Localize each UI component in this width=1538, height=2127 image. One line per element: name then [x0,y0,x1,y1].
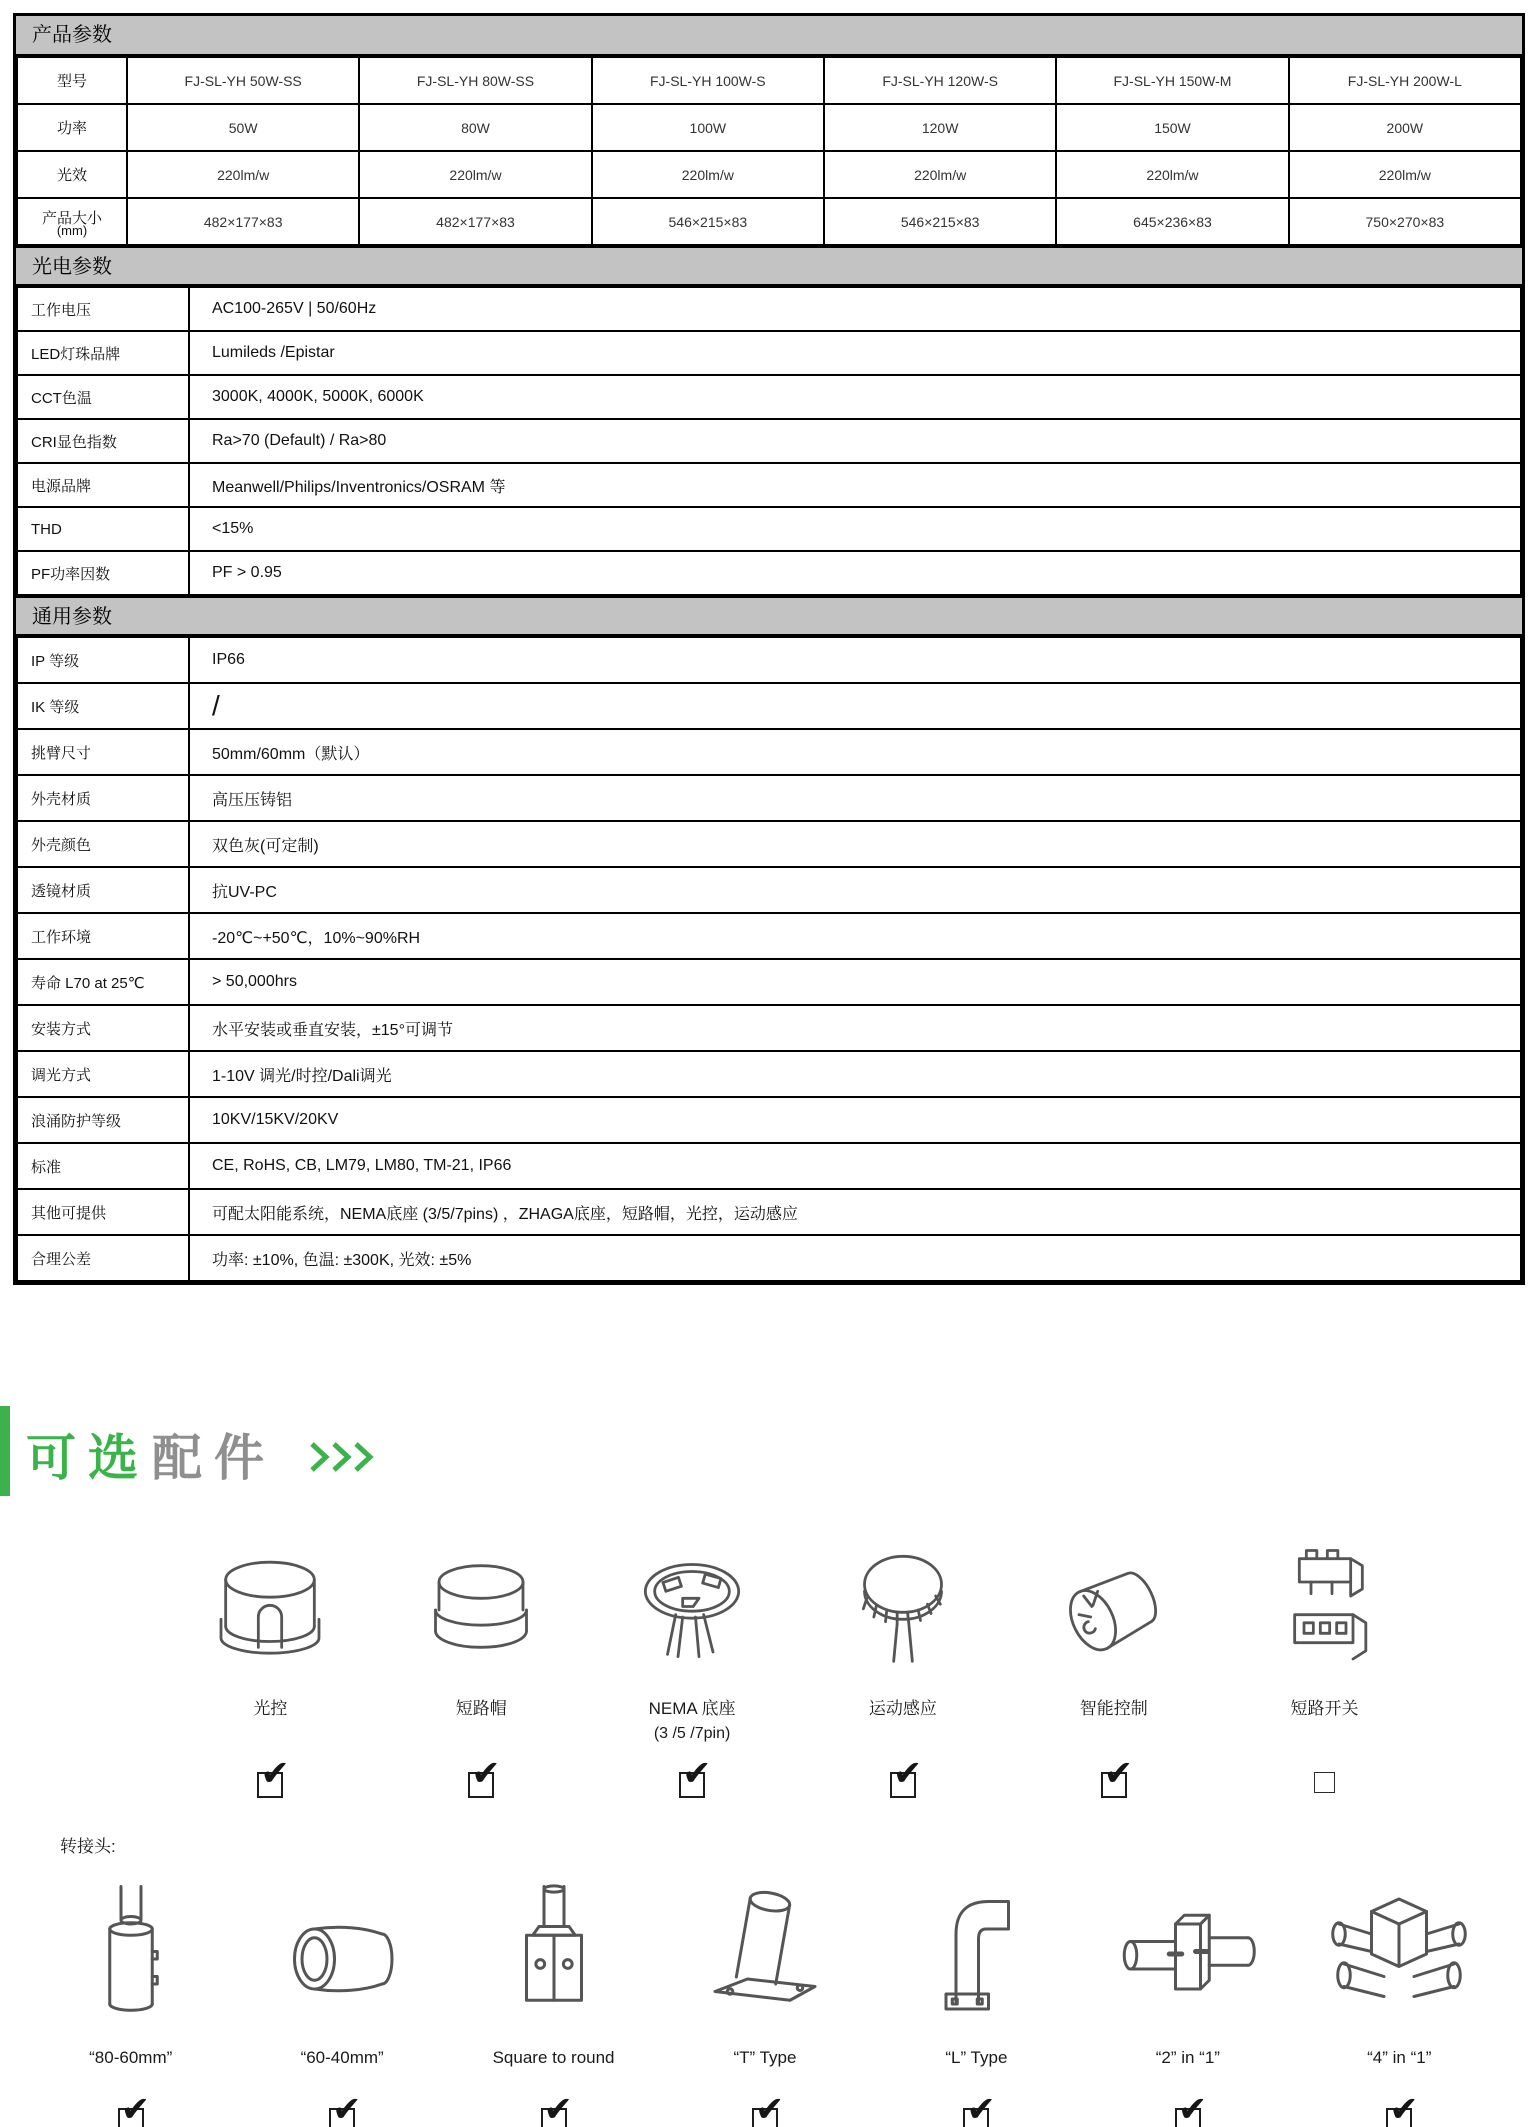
spec-row-label: 标准 [17,1143,189,1189]
checkbox-checked [1101,1754,1134,1798]
spec-row [17,683,1521,729]
row-label: 产品大小 (mm) [17,198,127,245]
shorting-cap-icon [406,1532,556,1680]
l-type-icon [901,1872,1051,2034]
checkbox-checked [963,2090,996,2127]
item-label: 短路帽 [455,1699,507,1718]
spec-row-value: / [189,683,1521,729]
model-table-row [17,151,1521,198]
adapter-item [1294,1872,1505,2127]
spec-row-value: 1-10V 调光/时控/Dali调光 [189,1051,1521,1097]
checkbox-checked [752,2090,785,2127]
item-labels [493,2048,615,2090]
spec-row-label: 外壳颜色 [17,821,189,867]
spec-row [17,867,1521,913]
model-cell: 645×236×83 [1056,198,1288,245]
checkbox-wrap [329,2090,362,2127]
checkbox-wrap [679,1754,712,1803]
row-label-sub: (mm) [56,223,88,238]
spec-row-value: 水平安装或垂直安装，±15°可调节 [189,1005,1521,1051]
row-label: 光效 [17,151,127,198]
spec-row-value: > 50,000hrs [189,959,1521,1005]
triple-chevron-right-icon [308,1440,380,1479]
model-cell: 750×270×83 [1289,198,1521,245]
spec-row-value: IP66 [189,637,1521,683]
adapter-item [448,1872,659,2127]
spec-row-value: Ra>70 (Default) / Ra>80 [189,419,1521,463]
spec-row-label: 浪涌防护等级 [17,1097,189,1143]
electrical-params-table [16,286,1522,596]
model-cell: FJ-SL-YH 100W-S [592,57,824,104]
spec-row-label: 其他可提供 [17,1189,189,1235]
square-to-round-icon [479,1872,629,2034]
spec-row-value: 功率: ±10%, 色温: ±300K, 光效: ±5% [189,1235,1521,1281]
model-cell: 220lm/w [127,151,359,198]
spec-row-label: IP 等级 [17,637,189,683]
spec-row [17,507,1521,551]
model-cell: 120W [824,104,1056,151]
accessory-item [1219,1532,1430,1803]
spec-row [17,331,1521,375]
spec-row [17,375,1521,419]
model-cell: 150W [1056,104,1288,151]
spec-row [17,913,1521,959]
item-labels [253,1694,287,1760]
checkbox-checked [118,2090,151,2127]
checkbox-checked [468,1754,501,1798]
spec-row [17,821,1521,867]
section-header-product-params: 产品参数 [16,16,1522,56]
row-label: 型号 [17,57,127,104]
item-label: 智能控制 [1079,1699,1148,1718]
item-labels [733,2048,796,2090]
general-params-table [16,636,1522,1282]
model-cell: 546×215×83 [824,198,1056,245]
model-table-row [17,198,1521,245]
checkmark-icon: ✔ [543,2090,573,2127]
spec-row-label: 调光方式 [17,1051,189,1097]
smart-control-icon [1039,1532,1189,1680]
checkbox-wrap [890,1754,923,1803]
green-accent-bar [0,1406,10,1496]
accessory-item [1008,1532,1219,1803]
spec-row-value: CE, RoHS, CB, LM79, LM80, TM-21, IP66 [189,1143,1521,1189]
checkmark-icon: ✔ [471,1754,501,1794]
checkbox-wrap [257,1754,290,1803]
two-in-one-icon [1113,1872,1263,2034]
accessories-grid [165,1532,1430,1803]
spec-row [17,419,1521,463]
model-cell: 220lm/w [592,151,824,198]
checkmark-icon: ✔ [1389,2090,1419,2127]
spec-row-value: 可配太阳能系统，NEMA底座 (3/5/7pins) ，ZHAGA底座，短路帽，光控，运动感应 [189,1189,1521,1235]
adapter-item [659,1872,870,2127]
checkbox-wrap [1386,2090,1419,2127]
model-table-row [17,104,1521,151]
spec-row-label: 安装方式 [17,1005,189,1051]
spec-row-value: Lumileds /Epistar [189,331,1521,375]
adapter-item [25,1872,236,2127]
adapter-item [1082,1872,1293,2127]
short-switch-icon [1250,1532,1400,1680]
accessory-item [797,1532,1008,1803]
adapter-60-40-icon [267,1872,417,2034]
model-cell: 220lm/w [359,151,591,198]
section-header-general-params: 通用参数 [16,596,1522,636]
spec-row-value: PF > 0.95 [189,551,1521,595]
model-cell: 482×177×83 [127,198,359,245]
model-cell: FJ-SL-YH 200W-L [1289,57,1521,104]
section-title-optional: 可选 [26,1430,150,1486]
spec-row [17,1051,1521,1097]
item-labels [945,2048,1007,2090]
model-table-row [17,57,1521,104]
checkmark-icon: ✔ [120,2090,151,2127]
spec-row-label: LED灯珠品牌 [17,331,189,375]
optional-accessories-header [26,1418,380,1490]
spec-row-value: -20℃~+50℃，10%~90%RH [189,913,1521,959]
model-cell: FJ-SL-YH 80W-SS [359,57,591,104]
item-labels [301,2048,384,2090]
spec-row [17,551,1521,595]
checkbox-checked [257,1754,290,1798]
item-labels [649,1694,736,1760]
item-label: 短路开关 [1290,1699,1359,1718]
spec-row [17,637,1521,683]
checkbox-checked [1386,2090,1419,2127]
spec-row-label: CCT色温 [17,375,189,419]
model-cell: 220lm/w [824,151,1056,198]
checkbox-checked [890,1754,923,1798]
section-header-electrical-params: 光电参数 [16,246,1522,286]
product-model-table [16,56,1522,246]
item-label: “60-40mm” [300,2048,384,2067]
accessory-item [587,1532,798,1803]
checkmark-icon: ✔ [754,2090,785,2127]
spec-row-label: 挑臂尺寸 [17,729,189,775]
spec-row [17,775,1521,821]
spec-row-value: <15% [189,507,1521,551]
model-cell: FJ-SL-YH 150W-M [1056,57,1288,104]
item-labels [89,2048,172,2090]
checkmark-icon: ✔ [1103,1754,1134,1794]
spec-row-value: 10KV/15KV/20KV [189,1097,1521,1143]
item-labels [1080,1694,1148,1760]
checkbox-wrap [541,2090,573,2127]
spec-row [17,729,1521,775]
checkbox-wrap [1175,2090,1208,2127]
spec-row [17,287,1521,331]
model-cell: FJ-SL-YH 50W-SS [127,57,359,104]
checkmark-icon: ✔ [966,2090,996,2127]
model-cell: 220lm/w [1056,151,1288,198]
item-labels [456,1694,507,1760]
checkmark-icon: ✔ [332,2090,362,2127]
spec-row [17,1143,1521,1189]
adapter-item [871,1872,1082,2127]
spec-row-label: 工作电压 [17,287,189,331]
checkbox-wrap [118,2090,151,2127]
item-labels [1156,2048,1220,2090]
four-in-one-icon [1324,1872,1474,2034]
spec-row [17,959,1521,1005]
spec-row [17,1189,1521,1235]
model-cell: 220lm/w [1289,151,1521,198]
checkbox-wrap [1314,1772,1335,1798]
item-label: 光控 [253,1699,288,1718]
checkbox-checked [329,2090,362,2127]
spec-row-label: CRI显色指数 [17,419,189,463]
spec-row [17,1235,1521,1281]
accessory-item [376,1532,587,1803]
model-cell: FJ-SL-YH 120W-S [824,57,1056,104]
nema-base-icon [617,1532,767,1680]
spec-row-label: 合理公差 [17,1235,189,1281]
model-cell: 482×177×83 [359,198,591,245]
item-labels [1367,2048,1431,2090]
checkmark-icon: ✔ [260,1754,290,1794]
row-label: 功率 [17,104,127,151]
model-cell: 80W [359,104,591,151]
item-label: “4” in “1” [1367,2048,1432,2067]
spec-row-label: 透镜材质 [17,867,189,913]
item-label: “2” in “1” [1155,2048,1220,2067]
photocell-icon [195,1532,345,1680]
checkbox-wrap [963,2090,996,2127]
checkbox-unchecked [1314,1772,1335,1793]
spec-row-label: THD [17,507,189,551]
spec-row-label: 工作环境 [17,913,189,959]
spec-row-label: 外壳材质 [17,775,189,821]
model-cell: 200W [1289,104,1521,151]
spec-row-value: AC100-265V | 50/60Hz [189,287,1521,331]
section-title-accessories: 配件 [152,1430,276,1486]
adapters-grid [25,1872,1505,2127]
spec-row-label: PF功率因数 [17,551,189,595]
spec-row-value: 高压压铸铝 [189,775,1521,821]
spec-row [17,1005,1521,1051]
spec-row-value: 抗UV-PC [189,867,1521,913]
item-label: Square to round [492,2048,615,2067]
spec-row [17,463,1521,507]
adapter-80-60-icon [56,1872,206,2034]
checkmark-icon: ✔ [1177,2090,1208,2127]
specification-table [13,13,1525,1285]
checkbox-checked [1175,2090,1208,2127]
accessory-item [165,1532,376,1803]
model-cell: 50W [127,104,359,151]
spec-row-value: 双色灰(可定制) [189,821,1521,867]
checkbox-checked [541,2090,573,2127]
item-label: “T” Type [733,2048,797,2067]
item-label: “L” Type [945,2048,1008,2067]
item-labels [869,1694,937,1760]
spec-row-value: 3000K, 4000K, 5000K, 6000K [189,375,1521,419]
checkbox-wrap [1101,1754,1134,1803]
spec-row-label: IK 等级 [17,683,189,729]
motion-sensor-icon [828,1532,978,1680]
t-type-icon [690,1872,840,2034]
item-sublabel: (3 /5 /7pin) [653,1725,731,1742]
checkmark-icon: ✔ [682,1754,712,1794]
checkmark-icon: ✔ [892,1754,923,1794]
item-label: 运动感应 [868,1699,937,1718]
checkbox-wrap [468,1754,501,1803]
adapters-title: 转接头: [60,1837,116,1856]
item-label: NEMA 底座 [648,1699,736,1718]
spec-row-value: 50mm/60mm（默认） [189,729,1521,775]
checkbox-checked [679,1754,712,1798]
item-labels [1291,1694,1359,1760]
spec-row-label: 寿命 L70 at 25℃ [17,959,189,1005]
spec-row-label: 电源品牌 [17,463,189,507]
item-label: “80-60mm” [89,2048,173,2067]
adapter-item [236,1872,447,2127]
spec-row [17,1097,1521,1143]
spec-row-value: Meanwell/Philips/Inventronics/OSRAM 等 [189,463,1521,507]
checkbox-wrap [752,2090,785,2127]
model-cell: 100W [592,104,824,151]
model-cell: 546×215×83 [592,198,824,245]
